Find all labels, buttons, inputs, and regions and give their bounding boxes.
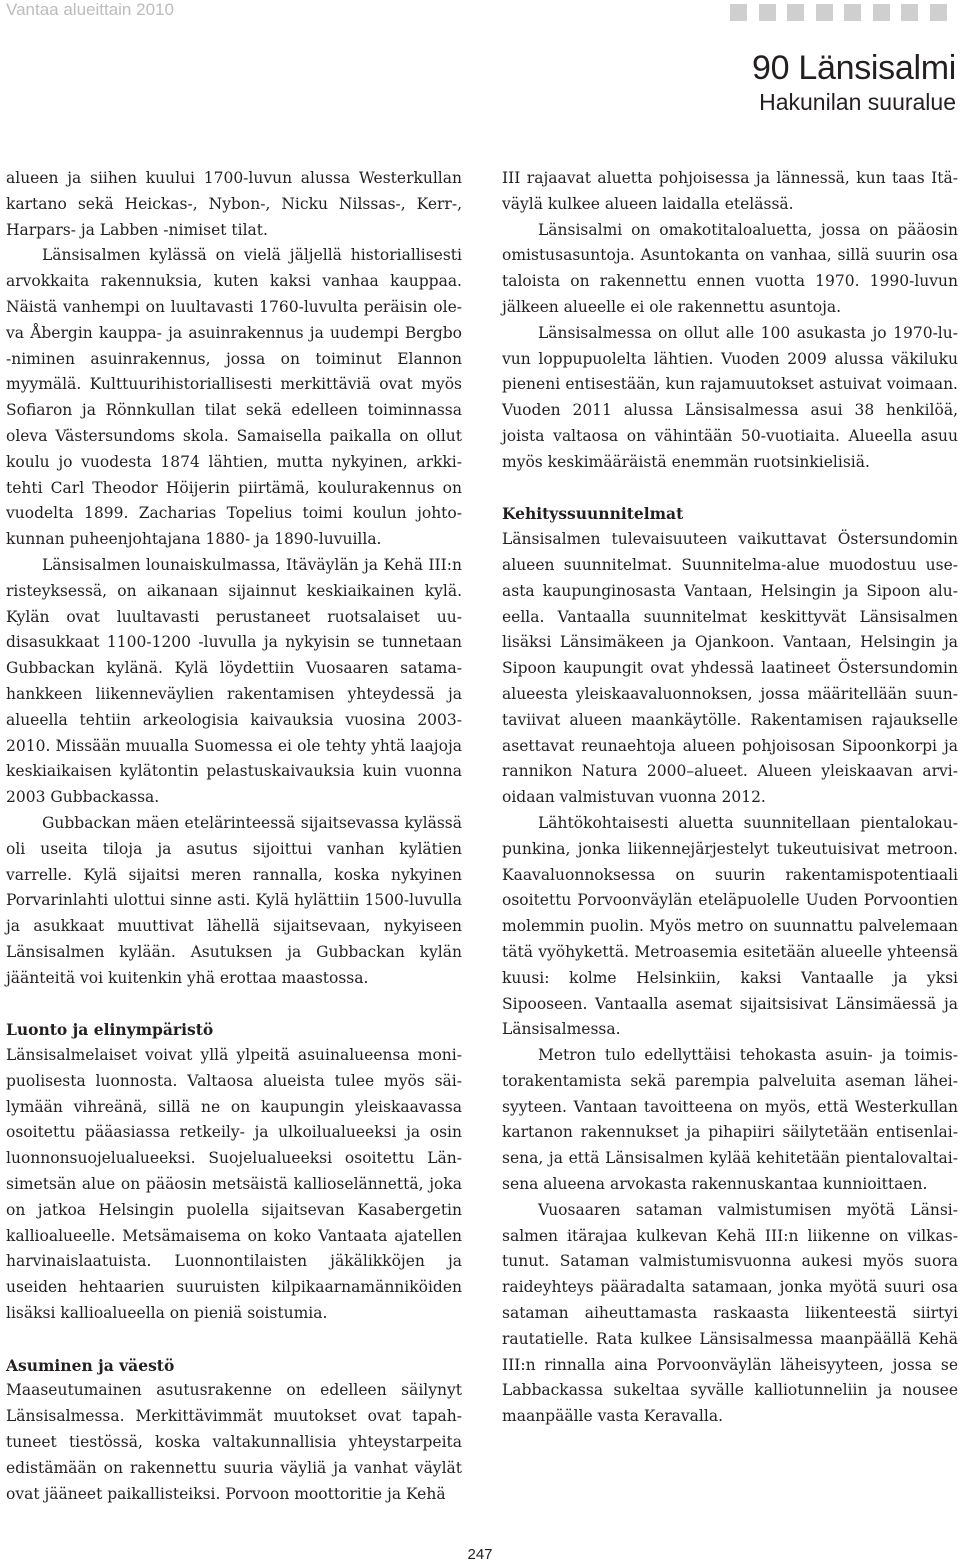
section-heading: Kehityssuunnitelmat — [502, 504, 684, 524]
square-icon — [844, 4, 861, 21]
paragraph: Länsisalmessa on ollut alle 100 asukasta jo 1970-luvun loppupuolelta lähtien. Vuoden 2009 alussa väkiluku pieneni entisestään, kun rajamuutokset astuivat voimaan. Vuoden 2011 alussa Länsisalmessa asui 38 henkilöä, joista valtaosa on vähintään 50-vuotiaita. Alueella asuu myös keskimääräistä enemmän ruotsinkielisiä. — [502, 323, 958, 471]
paragraph: Vuosaaren sataman valmistumisen myötä Länsisalmen itärajaa kulkevan Kehä III:n liikenne on vilkastunut. Sataman valmistumisvuonna aukesi myös suora raideyhteys pääradalta satamaan, jonka myötä suuri osa sataman aiheuttamasta raskaasta liikenteestä siirtyi rautatielle. Rata kulkee Länsisalmessa maanpäällä Kehä III:n rinnalla aina Porvoonväylän läheisyyteen, jossa se Labbackassa sukeltaa syvälle kalliotunneliin ja nousee maanpäälle vasta Keravalla. — [502, 1200, 958, 1426]
paragraph: Lähtökohtaisesti aluetta suunnitellaan pientalokaupunkina, jonka liikennejärjestelyt tukeutuisivat metroon. Kaavaluonnoksessa on suurin rakentamispotentiaali osoitettu Porvoonväylän eteläpuolelle Uuden Porvoontien molemmin puolin. Myös metro on suunnattu palvelemaan tätä vyöhykettä. Metroasemia esitetään alueelle yhteensä kuusi: kolme Helsinkiin, kaksi Vantaalle ja yksi Sipooseen. Vantaalla asemat sijaitsisivat Länsimäessä ja Länsisalmessa. — [502, 813, 958, 1039]
right-column — [502, 166, 958, 1430]
paragraph: Metron tulo edellyttäisi tehokasta asuin- ja toimistorakentamista sekä parempia palveluita aseman läheisyyteen. Vantaan tavoitteena on myös, että Westerkullan kartanon rakennukset ja pihapiiri säilytetään entisenlaisena, ja että Länsisalmen kylää kehitetään pientalovaltaisena alueena arvokasta rakennuskantaa kunnioittaen. — [502, 1046, 958, 1194]
section-heading: Asuminen ja väestö — [6, 1355, 175, 1375]
paragraph: Länsisalmen lounaiskulmassa, Itäväylän ja Kehä III:n risteyksessä, on aikanaan sijainnut keskiaikainen kylä. Kylän ovat luultavasti perustaneet ruotsalaiset uudisasukkaat 1100-1200 -luvulla ja nykyisin se tunnetaan Gubbackan kylänä. Kylä löydettiin Vuosaaren satamahankkeen liikenneväylien rakentamisen yhteydessä ja alueella tehtiin arkeologisia kaivauksia vuosina 2003-2010. Missään muualla Suomessa ei ole tehty yhtä laajoja keskiaikaisen kylätontin pelastuskaivauksia kuin vuonna 2003 Gubbackassa. — [6, 555, 462, 807]
paragraph: Gubbackan mäen etelärinteessä sijaitsevassa kylässä oli useita tiloja ja asutus sijoittui vanhan kylätien varrelle. Kylä sijaitsi meren rannalla, koska nykyinen Porvarinlahti ulottui sinne asti. Kylä hylättiin 1500-luvulla ja asukkaat muuttivat lähellä sijaitsevaan, nykyiseen Länsisalmen kylään. Asutuksen ja Gubbackan kylän jäänteitä voi kuitenkin yhä erottaa maastossa. — [6, 813, 462, 987]
left-column — [6, 166, 462, 1507]
square-icon — [759, 4, 776, 21]
square-icon — [873, 4, 890, 21]
page-title: 90 Länsisalmi — [752, 49, 956, 87]
square-icon — [930, 4, 947, 21]
title-block — [752, 48, 956, 116]
paragraph: Länsisalmen kylässä on vielä jäljellä historiallisesti arvokkaita rakennuksia, kuten kaksi vanhaa kauppaa. Näistä vanhempi on luultavasti 1760-luvulta peräisin oleva Åbergin kauppa- ja asuinrakennus ja uudempi Bergbo -niminen asuinrakennus, jossa on toiminut Elannon myymälä. Kulttuurihistoriallisesti merkittäviä ovat myös Sofiaron ja Rönnkullan tilat sekä edelleen toiminnassa oleva Västersundoms skola. Samaisella paikalla on ollut koulu jo vuodesta 1874 lähtien, mutta nykyinen, arkkitehti Carl Theodor Höijerin piirtämä, koulurakennus on vuodelta 1899. Zacharias Topelius toimi koulun johtokunnan puheenjohtajana 1880- ja 1890-luvuilla. — [6, 246, 462, 549]
paragraph: Länsisalmen tulevaisuuteen vaikuttavat Östersundomin alueen suunnitelmat. Suunnitelma-alue muodostuu useasta kaupunginosasta Vantaan, Helsingin ja Sipoon alueella. Vantaalla suunnitelmat keskittyvät Länsisalmen lisäksi Länsimäkeen ja Ojankoon. Vantaan, Helsingin ja Sipoon kaupungit ovat yhdessä laatineet Östersundomin alueesta yleiskaavaluonnoksen, jossa määritellään suuntaviivat alueen maankäytölle. Rakentamisen rajaukselle asettavat reunaehtoja alueen pohjoisosan Sipoonkorpi ja rannikon Natura 2000–alueet. Alueen yleiskaavan arvioidaan valmistuvan vuonna 2012. — [502, 530, 958, 807]
paragraph: III rajaavat aluetta pohjoisessa ja lännessä, kun taas Itäväylä kulkee alueen laidalla etelässä. — [502, 169, 958, 213]
page-subtitle: Hakunilan suuralue — [759, 89, 956, 115]
decorative-squares — [730, 4, 947, 21]
square-icon — [816, 4, 833, 21]
paragraph: Maaseutumainen asutusrakenne on edelleen säilynyt Länsisalmessa. Merkittävimmät muutokset ovat tapahtuneet tiestössä, koska valtakunnallisia yhteystarpeita edistämään on rakennettu suuria väyliä ja vanhat väylät ovat jääneet paikallisteiksi. Porvoon moottoritie ja Kehä — [6, 1381, 462, 1503]
page-number: 247 — [467, 1546, 493, 1563]
paragraph: Länsisalmelaiset voivat yllä ylpeitä asuinalueensa monipuolisesta luonnosta. Valtaosa alueista tulee myös säilymään vihreänä, sillä ne on kaupungin yleiskaavassa osoitettu pääasiassa retkeily- ja ulkoilualueeksi ja osin luonnonsuojelualueeksi. Suojelualueeksi osoitettu Länsimetsän alue on pääosin metsäistä kallioselännettä, joka on jatkoa Helsingin puolella sijaitsevan Kasabergetin kallioalueelle. Metsämaisema on koko Vantaata ajatellen harvinaislaatuista. Luonnontilaisten jäkälikköjen ja useiden hehtaarien suuruisten kilpikaarnamänniköiden lisäksi kallioalueella on pieniä soistumia. — [6, 1046, 462, 1323]
paragraph: alueen ja siihen kuului 1700-luvun alussa Westerkullan kartano sekä Heickas-, Nybon-, Nicku Nilssas-, Kerr-, Harpars- ja Labben -nimiset tilat. — [6, 169, 462, 239]
square-icon — [787, 4, 804, 21]
square-icon — [730, 4, 747, 21]
paragraph: Länsisalmi on omakotitaloaluetta, jossa on pääosin omistusasuntoja. Asuntokanta on vanhaa, sillä suurin osa taloista on rakennettu ennen vuotta 1970. 1990-luvun jälkeen alueelle ei ole rakennettu asuntoja. — [502, 220, 958, 316]
square-icon — [901, 4, 918, 21]
running-head: Vantaa alueittain 2010 — [6, 0, 174, 19]
section-heading: Luonto ja elinympäristö — [6, 1020, 214, 1040]
